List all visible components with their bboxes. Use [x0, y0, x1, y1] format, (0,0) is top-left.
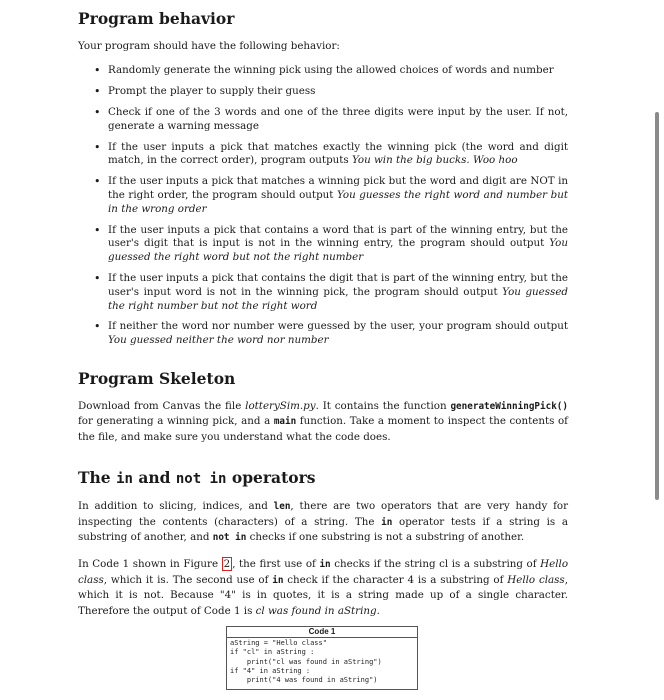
- code-listing: [226, 626, 418, 690]
- behavior-bullet: • If the user inputs a pick that contains the digit that is part of the winning entry, but the user's input word is not in the winning pick, the program should output You guessed the right number but not the right word: [94, 271, 569, 312]
- bullet-dot-icon: •: [94, 85, 101, 99]
- main-function-name: main: [273, 416, 297, 428]
- code-line: if "4" in aString :: [230, 666, 311, 675]
- file-name: lotterySim.py: [245, 399, 316, 412]
- behavior-bullet: • Prompt the player to supply their guess: [94, 85, 316, 99]
- document-content: [78, 8, 568, 619]
- bullet-dot-icon: •: [94, 175, 101, 189]
- figure-link[interactable]: 2: [223, 558, 231, 571]
- bullet-dot-icon: •: [94, 140, 101, 154]
- skeleton-paragraph: Download from Canvas the file lotterySim.py. It contains the function generateWinningPick() for generating a winning pick, and a main function. Take a moment to inspect the contents of the file, and make sure you understand what the code does.: [78, 399, 568, 443]
- bullet-dot-icon: •: [94, 271, 101, 285]
- code-line: print("4 was found in aString"): [230, 676, 378, 685]
- code-line: print("cl was found in aString"): [230, 657, 382, 666]
- operators-paragraph-1: In addition to slicing, indices, and len, there are two operators that are very handy for inspecting the contents (characters) of a string. The in operator tests if a string is a substring of another, and not in checks if one substring is not a substring of another.: [78, 500, 568, 543]
- operators-paragraph-2: In Code 1 shown in Figure 2 , the first use of in checks if the string cl is a substring of Hello class, which it is. The second use of in check if the character 4 is a substring of Hello class, which it is not. Because "4" is in quotes, it is a string made up of a single character. Therefore the output of Code 1 is cl was found in aString.: [78, 558, 569, 617]
- code-title: Code 1: [227, 627, 417, 638]
- behavior-list: [78, 64, 568, 348]
- behavior-bullet: • If the user inputs a pick that matches exactly the winning pick (the word and digit match, in the correct order), program outputs You win the big bucks. Woo hoo: [94, 140, 568, 167]
- code-lines: [227, 638, 417, 686]
- code-line: aString = "Hello class": [230, 639, 327, 647]
- section-heading-program-behavior: Program behavior: [78, 9, 235, 28]
- function-name: generateWinningPick(): [450, 400, 568, 412]
- section-heading-operators: The in and not in operators: [78, 468, 316, 488]
- behavior-bullet: • If the user inputs a pick that matches a winning pick but the word and digit are NOT in the right order, the program should output You guesses the right word and number but in the wrong order: [94, 175, 568, 215]
- bullet-dot-icon: •: [94, 320, 101, 334]
- code-line: if "cl" in aString :: [230, 648, 315, 657]
- bullet-dot-icon: •: [94, 64, 101, 78]
- behavior-intro: Your program should have the following behavior:: [78, 40, 340, 52]
- behavior-bullet: • Randomly generate the winning pick using the allowed choices of words and number: [94, 64, 554, 78]
- section-heading-program-skeleton: Program Skeleton: [78, 368, 236, 388]
- behavior-bullet: • Check if one of the 3 words and one of the three digits were input by the user. If not, generate a warning message: [94, 106, 568, 132]
- behavior-bullet: • If the user inputs a pick that contains a word that is part of the winning entry, but the user's digit that is input is not in the winning entry, the program should output You guessed the right word but not the right number: [94, 223, 568, 264]
- behavior-bullet: • If neither the word nor number were guessed by the user, your program should output You guessed neither the word nor number: [94, 320, 568, 347]
- vertical-scrollbar[interactable]: [655, 112, 659, 500]
- bullet-dot-icon: •: [94, 223, 101, 237]
- bullet-dot-icon: •: [94, 106, 101, 119]
